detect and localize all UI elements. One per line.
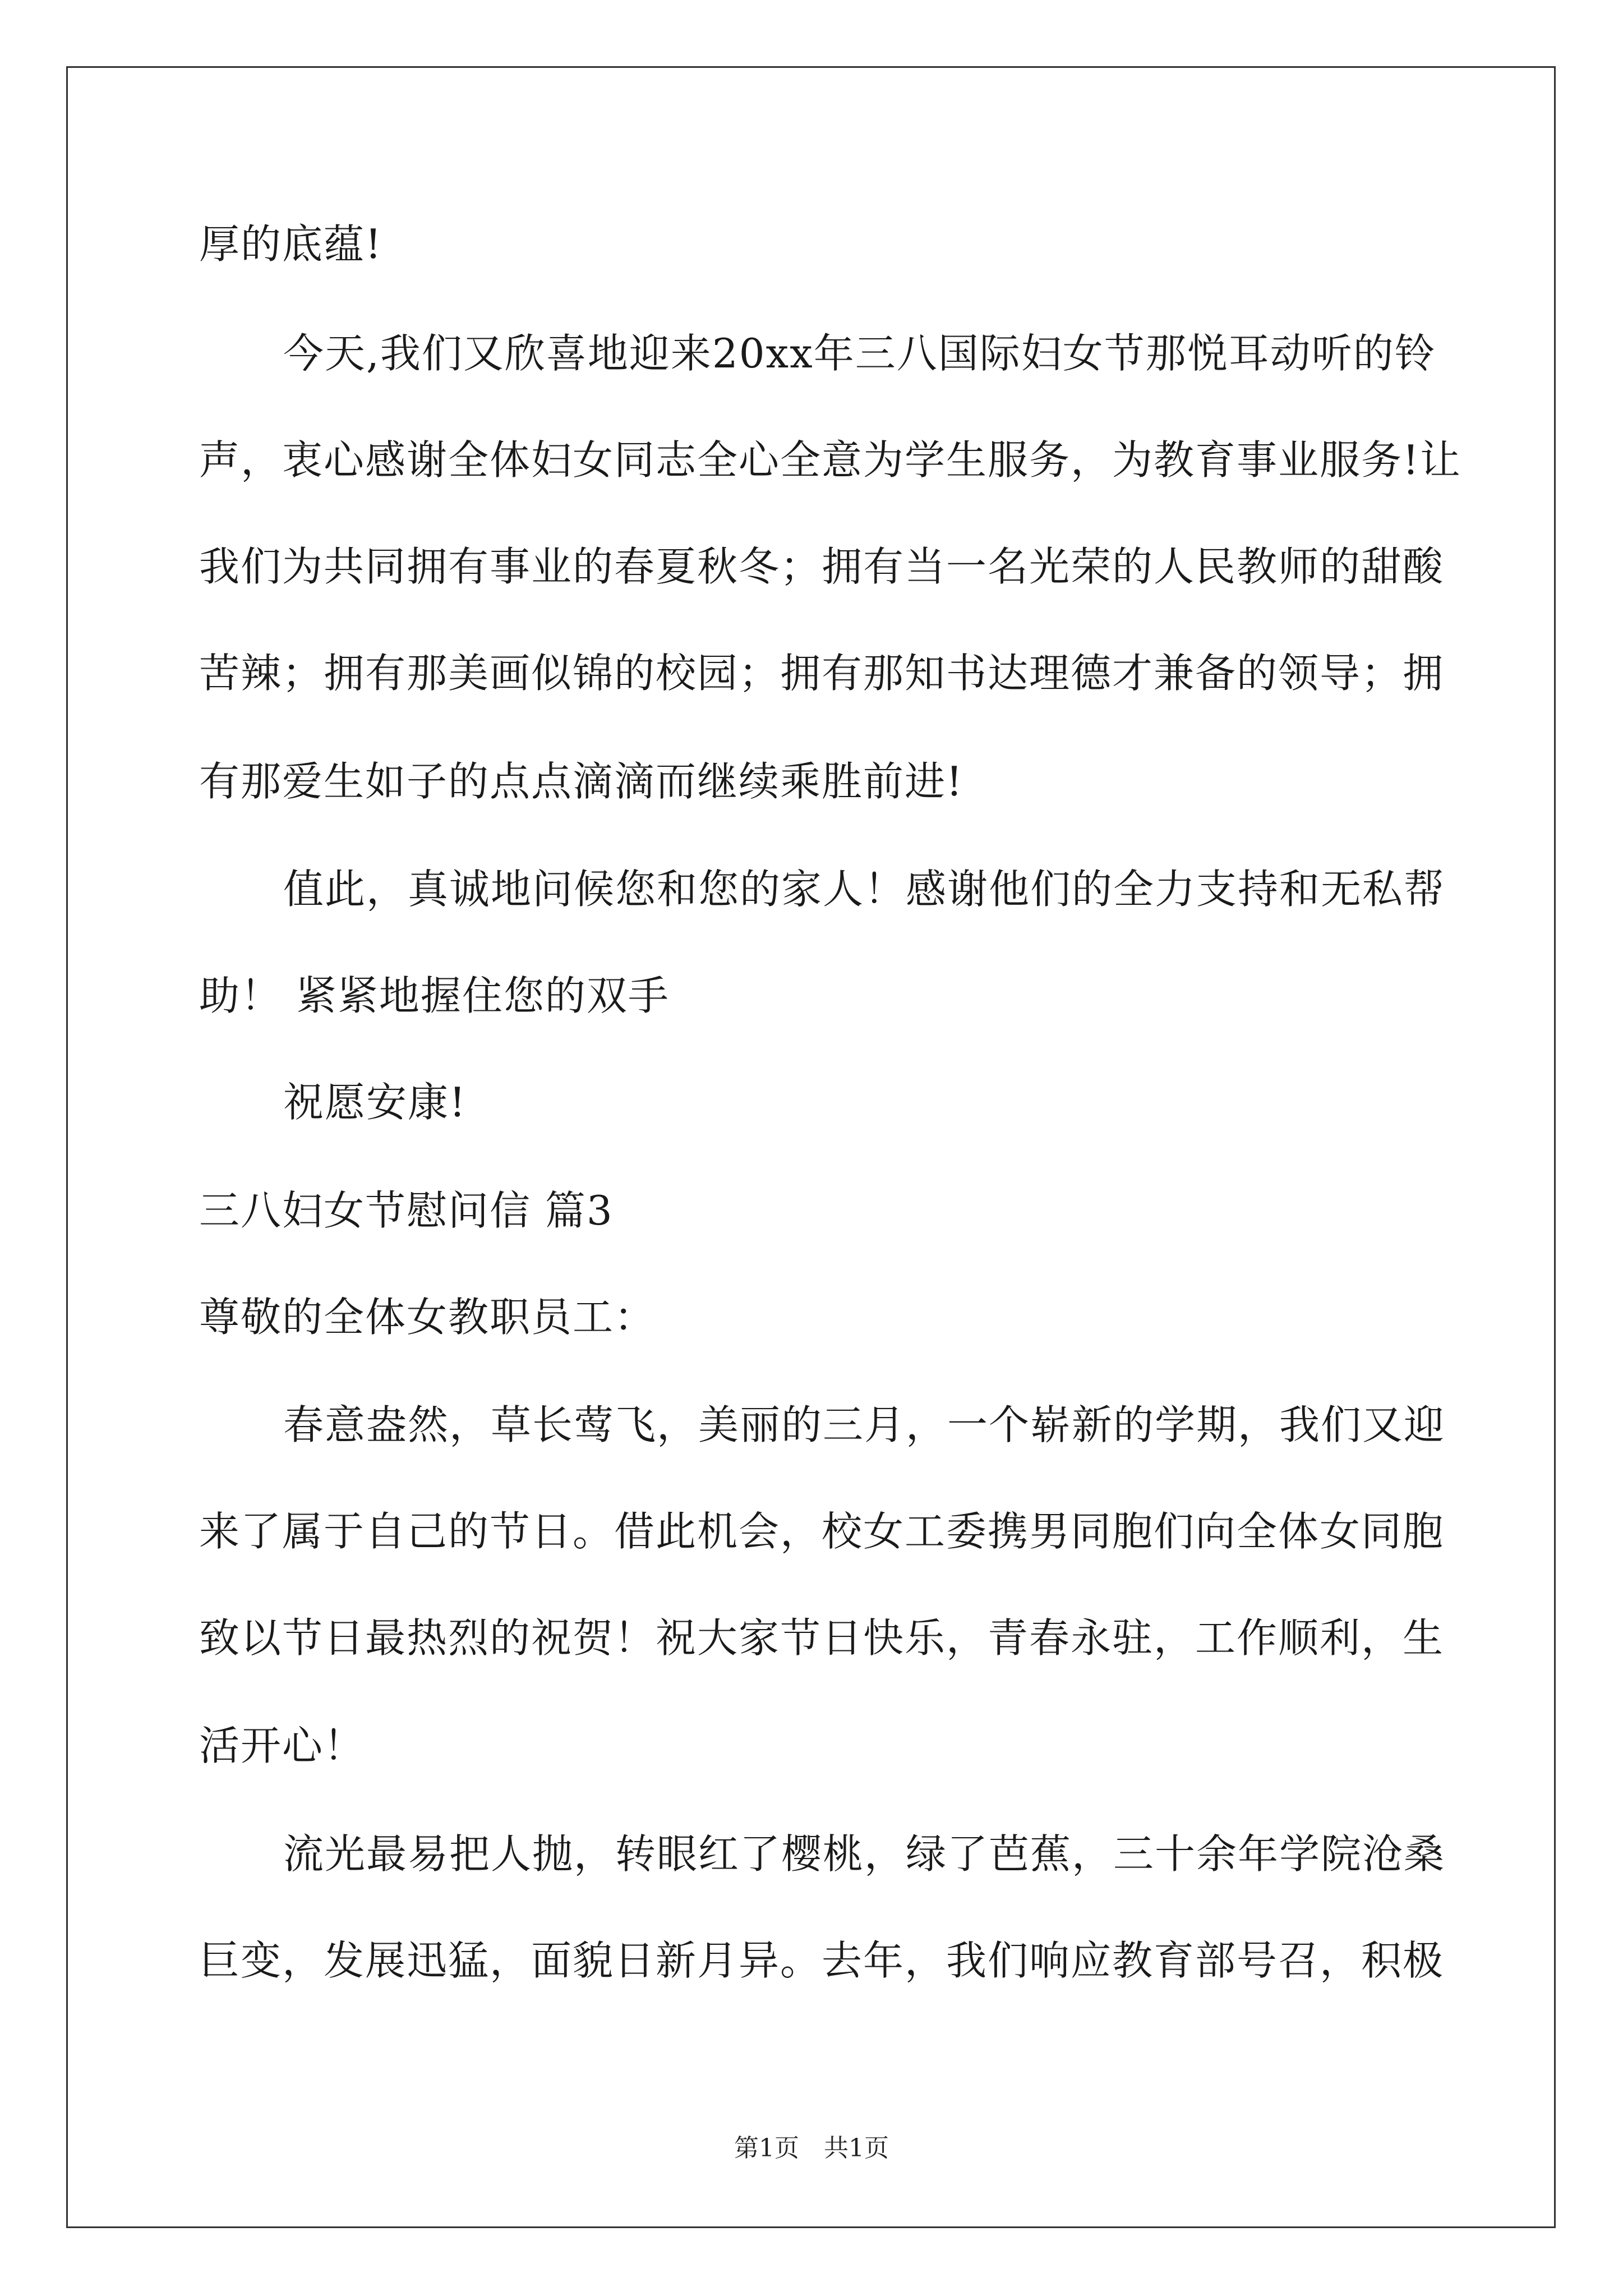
page-footer: 第1页 共1页 xyxy=(734,2134,889,2162)
text-line: 致以节日最热烈的祝贺！祝大家节日快乐，青春永驻，工作顺利，生 xyxy=(199,1614,1445,1662)
text-line: 声，衷心感谢全体妇女同志全心全意为学生服务，为教育事业服务!让 xyxy=(199,436,1461,484)
text-line: 值此，真诚地问候您和您的家人！感谢他们的全力支持和无私帮 xyxy=(283,866,1446,913)
text-line: 春意盎然，草长莺飞，美丽的三月，一个崭新的学期，我们又迎 xyxy=(283,1401,1446,1448)
text-line: 祝愿安康! xyxy=(283,1079,467,1126)
text-line: 厚的底蕴! xyxy=(199,220,382,268)
text-line: 苦辣；拥有那美画似锦的校园；拥有那知书达理德才兼备的领导；拥 xyxy=(199,650,1445,697)
text-line: 助！ 紧紧地握住您的双手 xyxy=(199,972,670,1019)
text-line: 流光最易把人抛，转眼红了樱桃，绿了芭蕉，三十余年学院沧桑 xyxy=(283,1830,1446,1878)
page-border xyxy=(66,66,1556,2228)
text-line: 我们为共同拥有事业的春夏秋冬；拥有当一名光荣的人民教师的甜酸 xyxy=(199,543,1445,590)
text-line: 巨变，发展迅猛，面貌日新月异。去年，我们响应教育部号召，积极 xyxy=(199,1937,1445,1984)
section-heading: 三八妇女节慰问信 篇3 xyxy=(199,1187,614,1234)
text-line: 活开心！ xyxy=(199,1722,366,1769)
text-line: 今天,我们又欣喜地迎来20xx年三八国际妇女节那悦耳动听的铃 xyxy=(283,330,1436,377)
text-line: 有那爱生如子的点点滴滴而继续乘胜前进! xyxy=(199,758,963,805)
text-line: 来了属于自己的节日。借此机会，校女工委携男同胞们向全体女同胞 xyxy=(199,1508,1445,1555)
salutation: 尊敬的全体女教职员工： xyxy=(199,1294,656,1341)
